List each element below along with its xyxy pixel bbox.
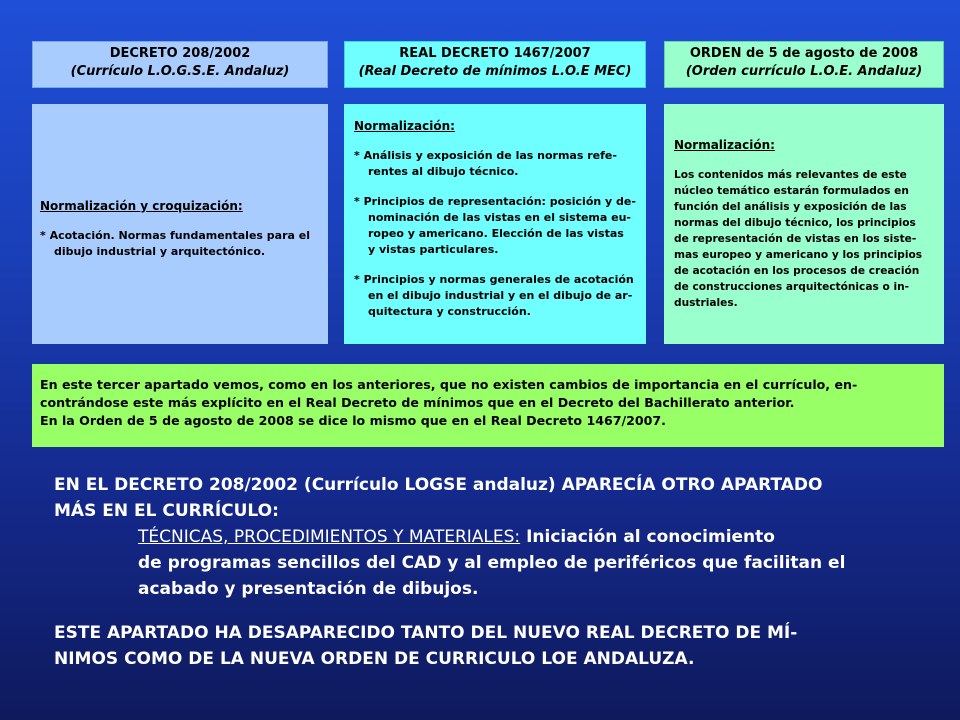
header-orden-line2: (Orden currículo L.O.E. Andaluz) — [685, 64, 923, 79]
panel-orden-line: normas del dibujo técnico, los principios — [674, 217, 916, 229]
panel-orden-line: de representación de vistas en los siste- — [674, 233, 917, 245]
closing-line: NIMOS COMO DE LA NUEVA ORDEN DE CURRICULO LOE ANDALUZA. — [54, 649, 695, 669]
panel-orden-line: de construcciones arquitectónicas o in- — [674, 281, 910, 293]
closing-line: ESTE APARTADO HA DESAPARECIDO TANTO DEL NUEVO REAL DECRETO DE MÍ- — [54, 623, 798, 643]
header-decreto — [32, 41, 328, 88]
panel-decreto-line: * Acotación. Normas fundamentales para el — [40, 229, 310, 242]
section-line: de programas sencillos del CAD y al empleo de periféricos que facilitan el — [138, 553, 846, 573]
panel-orden-line: de acotación en los procesos de creación — [674, 265, 920, 277]
panel-orden-line: núcleo temático estarán formulados en — [674, 185, 909, 197]
panel-real-decreto-line: quitectura y construcción. — [368, 305, 531, 318]
panel-orden-line: Los contenidos más relevantes de este — [674, 169, 907, 181]
panel-real-decreto-line: rentes al dibujo técnico. — [368, 165, 519, 178]
panel-real-decreto-line: nominación de las vistas en el sistema eu- — [368, 211, 632, 224]
bottom-intro-line: EN EL DECRETO 208/2002 (Currículo LOGSE andaluz) APARECÍA OTRO APARTADO — [54, 475, 823, 495]
panel-decreto-title: Normalización y croquización: — [40, 199, 243, 213]
section-text: Iniciación al conocimiento — [520, 527, 775, 547]
panel-real-decreto-line: * Principios y normas generales de acotación — [354, 273, 634, 286]
summary-line: En este tercer apartado vemos, como en los anteriores, que no existen cambios de importancia en el currículo, en- — [40, 377, 858, 392]
panel-real-decreto-title: Normalización: — [354, 119, 455, 133]
panel-orden-line: función del análisis y exposición de las — [674, 201, 907, 213]
panel-decreto — [32, 104, 328, 344]
section-line: acabado y presentación de dibujos. — [138, 579, 479, 599]
summary-box — [32, 364, 944, 447]
section-label: TÉCNICAS, PROCEDIMIENTOS Y MATERIALES: — [138, 527, 521, 547]
section-heading — [54, 524, 944, 550]
bottom-intro-line: MÁS EN EL CURRÍCULO: — [54, 501, 279, 521]
panel-real-decreto — [344, 104, 646, 344]
panel-real-decreto-line: ropeo y americano. Elección de las vistas — [368, 227, 624, 240]
panel-real-decreto-line: * Principios de representación: posición y de- — [354, 195, 636, 208]
panel-orden-line: dustriales. — [674, 297, 738, 309]
header-decreto-line1: DECRETO 208/2002 — [109, 46, 251, 61]
header-orden — [664, 41, 944, 88]
header-decreto-line2: (Currículo L.O.G.S.E. Andaluz) — [70, 64, 290, 79]
summary-line: En la Orden de 5 de agosto de 2008 se dice lo mismo que en el Real Decreto 1467/2007. — [40, 413, 666, 428]
header-real-decreto-line2: (Real Decreto de mínimos L.O.E MEC) — [358, 64, 632, 79]
panel-real-decreto-line: * Análisis y exposición de las normas refe- — [354, 149, 617, 162]
panel-orden-line: mas europeo y americano y los principios — [674, 249, 923, 261]
panel-real-decreto-line: en el dibujo industrial y en el dibujo de ar- — [368, 289, 633, 302]
summary-line: contrándose este más explícito en el Real Decreto de mínimos que en el Decreto del Bachillerato anterior. — [40, 395, 795, 410]
panel-real-decreto-line: y vistas particulares. — [368, 243, 499, 256]
panel-decreto-line: dibujo industrial y arquitectónico. — [54, 245, 266, 258]
header-orden-line1: ORDEN de 5 de agosto de 2008 — [689, 46, 919, 61]
header-real-decreto — [344, 41, 646, 88]
panel-orden — [664, 104, 944, 344]
bottom-text — [54, 472, 944, 672]
panel-orden-title: Normalización: — [674, 138, 775, 152]
header-real-decreto-line1: REAL DECRETO 1467/2007 — [399, 46, 591, 61]
